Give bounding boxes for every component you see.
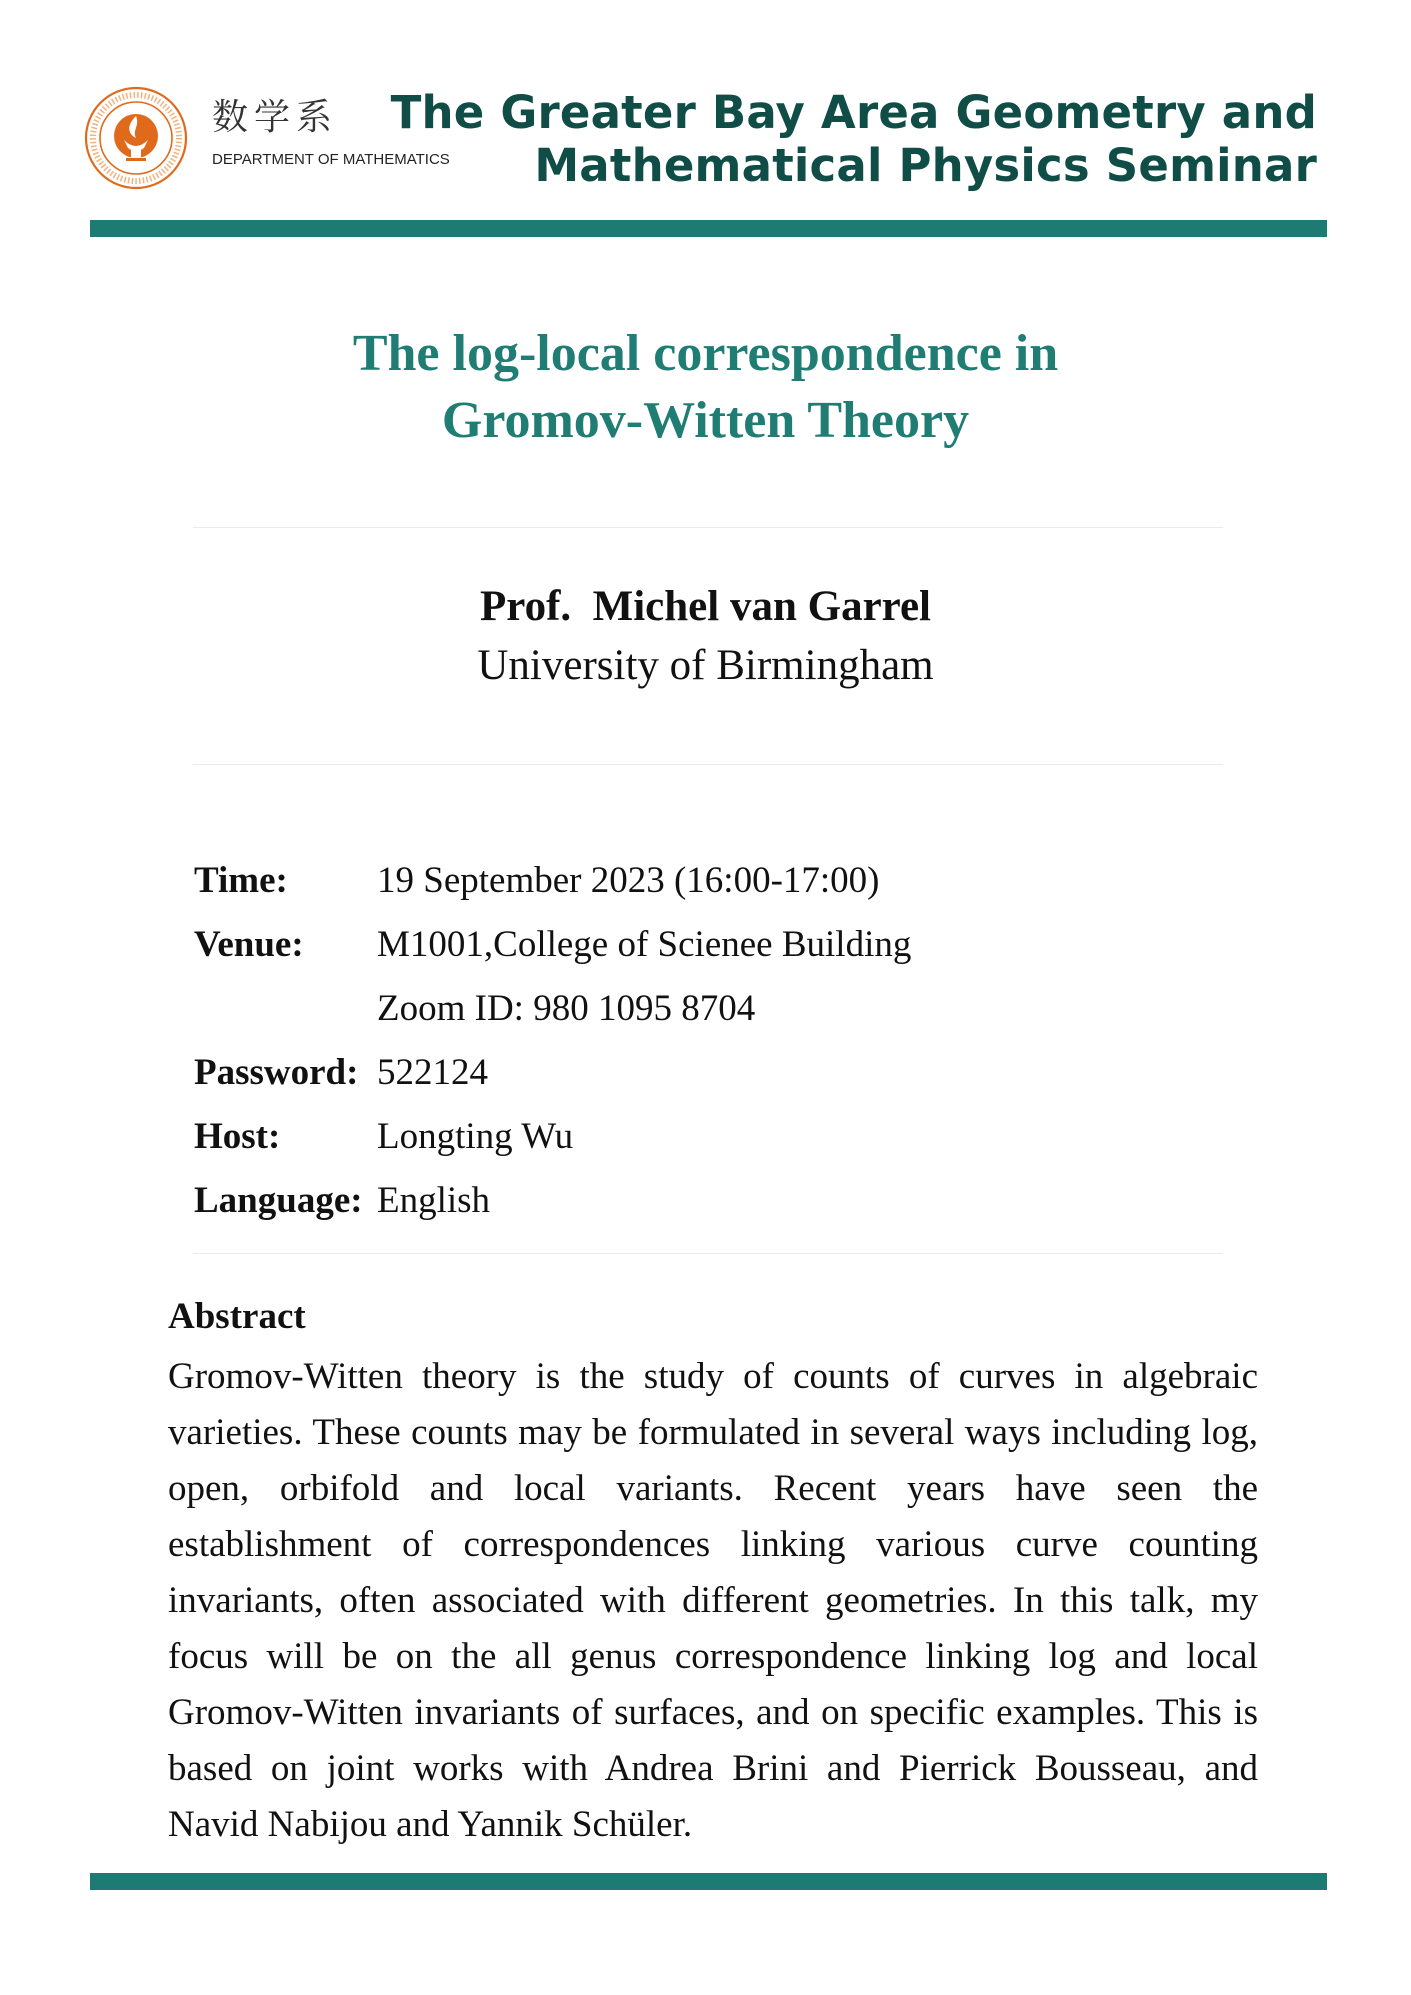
detail-value: 19 September 2023 (16:00-17:00) [377,860,880,901]
speaker-affiliation: University of Birmingham [477,642,934,689]
university-seal-icon [84,86,188,190]
department-name-chinese: 数学系 [212,97,339,138]
talk-title-line2: Gromov-Witten Theory [441,392,970,449]
detail-label: Password: [194,1052,359,1093]
detail-value: 522124 [377,1052,488,1093]
talk-title [100,320,1311,454]
seminar-series-title-line1: The Greater Bay Area Geometry and [390,86,1317,139]
detail-label: Venue: [194,924,304,965]
header-divider [90,220,1327,237]
abstract-section [168,1292,1258,1853]
detail-label: Host: [194,1116,281,1157]
speaker-name: Prof. Michel van Garrel [480,583,931,630]
detail-value: M1001,College of Scienee Building [377,924,912,965]
seminar-series-title [391,86,1317,192]
speaker-block [100,578,1311,696]
detail-value: Zoom ID: 980 1095 8704 [377,988,756,1029]
talk-title-line1: The log-local correspondence in [352,325,1059,382]
detail-value: English [377,1180,491,1221]
footer-divider [90,1873,1327,1890]
detail-label: Time: [194,860,288,901]
abstract-heading: Abstract [168,1296,306,1337]
department-name-english: DEPARTMENT OF MATHEMATICS [212,151,450,168]
section-divider [193,764,1223,765]
section-divider [193,1253,1223,1254]
section-divider [193,527,1223,528]
abstract-body: Gromov-Witten theory is the study of counts of curves in algebraic varieties. These counts may be formulated in several ways including log, open, orbifold and local variants. Recent years have seen the establishment of correspondences linking various curve counting invariants, often associated with different geometries. In this talk, my focus will be on the all genus correspondence linking log and local Gromov-Witten invariants of surfaces, and on specific examples. This is based on joint works with Andrea Brini and Pierrick Bousseau, and Navid Nabijou and Yannik Schüler. [168,1356,1258,1845]
detail-value: Longting Wu [377,1116,574,1157]
seminar-series-title-line2: Mathematical Physics Seminar [534,139,1317,192]
detail-label: Language: [194,1180,363,1221]
